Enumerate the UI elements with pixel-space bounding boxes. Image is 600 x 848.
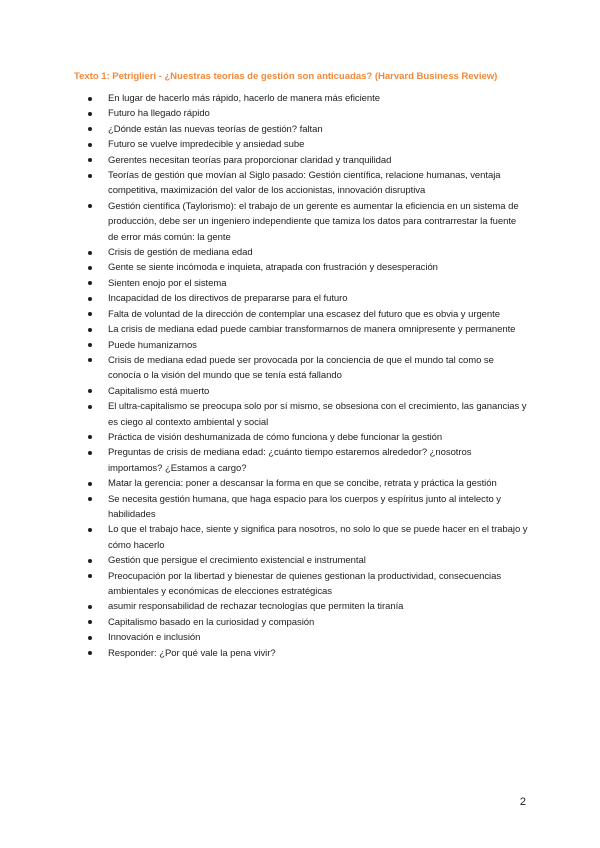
list-item [86,384,528,399]
bullet-dot-icon [88,451,92,455]
list-item [86,322,528,337]
list-item [86,338,528,353]
list-item [86,476,528,491]
bullet-dot-icon [88,251,92,255]
bullet-dot-icon [88,127,92,131]
bullet-dot-icon [88,266,92,270]
list-item [86,630,528,645]
list-item [86,353,528,384]
list-item [86,245,528,260]
bullet-dot-icon [88,620,92,624]
list-item-text: La crisis de mediana edad puede cambiar transformarnos de manera omnipresente y permanente [108,324,516,336]
list-item-text: Gerentes necesitan teorías para proporcionar claridad y tranquilidad [108,154,392,166]
bullet-dot-icon [88,343,92,347]
list-item-text: Práctica de visión deshumanizada de cómo funciona y debe funcionar la gestión [108,431,443,443]
bullet-dot-icon [88,328,92,332]
list-item [86,553,528,568]
list-item [86,106,528,121]
list-item-text: Sienten enojo por el sistema [108,277,227,289]
list-item-text: Capitalismo está muerto [108,385,210,397]
list-item-text: Gestión que persigue el crecimiento existencial e instrumental [108,555,366,567]
list-item [86,137,528,152]
list-item-text: Capitalismo basado en la curiosidad y compasión [108,616,315,628]
list-item [86,122,528,137]
bullet-dot-icon [88,559,92,563]
bullet-dot-icon [88,158,92,162]
list-item-text: Gente se siente incómoda e inquieta, atrapada con frustración y desesperación [108,262,438,274]
list-item [86,599,528,614]
list-item [86,646,528,661]
list-item [86,276,528,291]
list-item-text: Lo que el trabajo hace, siente y significa para nosotros, no solo lo que se puede hacer en el trabajo y cómo hacerlo [108,524,528,551]
bullet-dot-icon [88,528,92,532]
list-item-text: En lugar de hacerlo más rápido, hacerlo de manera más eficiente [108,93,380,104]
list-item [86,291,528,306]
list-item-text: asumir responsabilidad de rechazar tecnologías que permiten la tiranía [108,601,404,613]
bullet-dot-icon [88,112,92,116]
list-item [86,445,528,476]
list-item-text: Gestión científica (Taylorismo): el trabajo de un gerente es aumentar la eficiencia en un sistema de producción, debe ser un ingeniero independiente que tamiza los datos para contrarrestar la fuente de error más común: la gente [108,200,519,243]
list-item-text: Responder: ¿Por qué vale la pena vivir? [108,647,276,659]
list-item-text: Falta de voluntad de la dirección de contemplar una escasez del futuro que es obvia y urgente [108,308,500,320]
list-item [86,168,528,199]
bullet-dot-icon [88,651,92,655]
list-item-text: Innovación e inclusión [108,632,201,644]
list-item [86,199,528,245]
list-item [86,430,528,445]
bullet-dot-icon [88,97,92,101]
list-item [86,399,528,430]
list-item-text: Preguntas de crisis de mediana edad: ¿cuánto tiempo estaremos alrededor? ¿nosotros importamos? ¿Estamos a cargo? [108,447,472,474]
list-item-text: ¿Dónde están las nuevas teorías de gestión? faltan [108,123,323,135]
bullet-dot-icon [88,574,92,578]
list-item [86,91,528,106]
list-item-text: Matar la gerencia: poner a descansar la forma en que se concibe, retrata y práctica la gestión [108,478,497,490]
list-item-text: El ultra-capitalismo se preocupa solo por sí mismo, se obsesiona con el crecimiento, las ganancias y es ciego al contexto ambiental y social [108,401,527,428]
list-item-text: Se necesita gestión humana, que haga espacio para los cuerpos y espíritus junto al intelecto y habilidades [108,493,501,520]
list-item [86,153,528,168]
section-heading: Texto 1: Petriglieri - ¿Nuestras teorías de gestión son anticuadas? (Harvard Business Review) [74,71,498,82]
page-number: 2 [519,796,526,808]
list-item [86,569,528,600]
bullet-dot-icon [88,143,92,147]
list-item [86,307,528,322]
list-item-text: Futuro se vuelve impredecible y ansiedad sube [108,139,305,151]
bullet-dot-icon [88,297,92,301]
bullet-dot-icon [88,358,92,362]
bullet-dot-icon [88,204,92,208]
list-item-text: Crisis de gestión de mediana edad [108,247,253,259]
bullet-dot-icon [88,605,92,609]
bullet-dot-icon [88,636,92,640]
list-item-text: Puede humanizarnos [108,339,197,351]
bullet-dot-icon [88,281,92,285]
list-item-text: Incapacidad de los directivos de prepararse para el futuro [108,293,348,305]
list-item [86,615,528,630]
bullet-dot-icon [88,405,92,409]
list-item [86,260,528,275]
list-item [86,522,528,553]
bullet-dot-icon [88,435,92,439]
list-item-text: Futuro ha llegado rápido [108,108,210,120]
bullet-dot-icon [88,497,92,501]
list-item-text: Preocupación por la libertad y bienestar de quienes gestionan la productividad, consecuencias ambientales y económicas de elecciones estratégicas [108,570,502,597]
list-item-text: Crisis de mediana edad puede ser provocada por la conciencia de que el mundo tal como se conocía o la visión del mundo que se tenía está fallando [108,354,494,382]
bullet-list [86,91,528,661]
bullet-dot-icon [88,312,92,316]
bullet-dot-icon [88,482,92,486]
bullet-dot-icon [88,174,92,178]
list-item-text: Teorías de gestión que movían al Siglo pasado: Gestión científica, relacione humanas, ventaja competitiva, maximización del valor de los accionistas, innovación disruptiva [108,170,501,197]
bullet-dot-icon [88,389,92,393]
list-item [86,492,528,523]
